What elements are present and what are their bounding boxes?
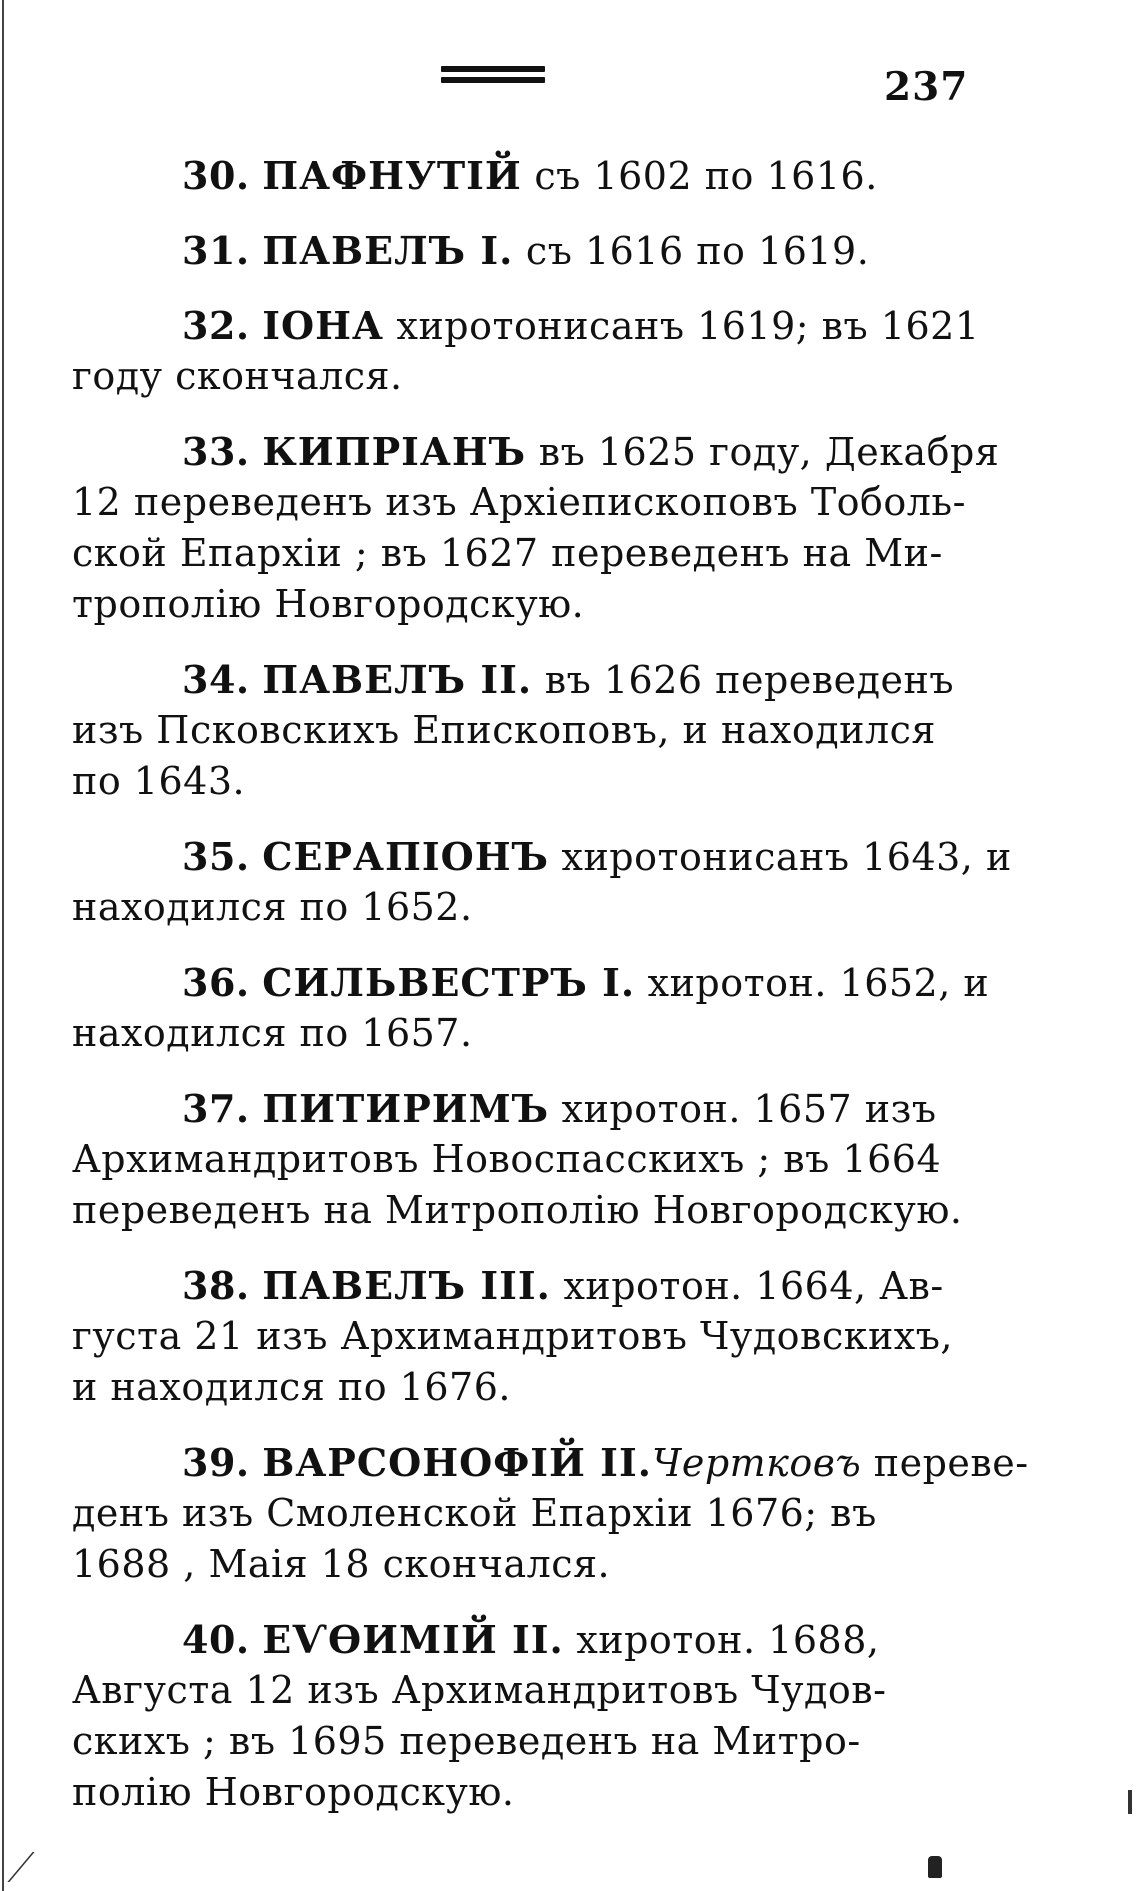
entry-text-line xyxy=(72,705,972,756)
entry-number: 33. xyxy=(182,429,250,474)
entry-text-line xyxy=(72,1488,972,1539)
entry-10 xyxy=(72,1437,1029,1590)
entry-heading-line xyxy=(72,225,972,276)
entry-2 xyxy=(72,225,972,276)
scan-mark-bottom-left xyxy=(7,1852,60,1882)
metropolitan-name: СЕРАПІОНЪ xyxy=(262,834,549,879)
entry-text-line xyxy=(72,1362,972,1413)
entry-number: 39. xyxy=(182,1440,250,1485)
entry-number: 37. xyxy=(182,1086,250,1131)
entry-text: скихъ ; въ 1695 переведенъ на Митро- xyxy=(72,1719,861,1763)
metropolitan-name: ВАРСОНОФІЙ ІІ. xyxy=(262,1440,652,1485)
entry-text-line xyxy=(72,528,972,579)
entry-heading-line xyxy=(72,831,1012,882)
entry-text: хиротонисанъ 1619; въ 1621 xyxy=(383,304,980,348)
entry-text: Архимандритовъ Новоспасскихъ ; въ 1664 xyxy=(72,1137,942,1181)
entry-gap xyxy=(72,1059,972,1083)
entry-5 xyxy=(72,654,972,807)
entry-number: 35. xyxy=(182,834,250,879)
entry-text: 1688 , Маія 18 скончался. xyxy=(72,1542,611,1586)
metropolitan-name: СИЛЬВЕСТРЪ І. xyxy=(262,960,636,1005)
entry-heading-line xyxy=(72,150,972,201)
entry-text: хиротонисанъ 1643, и xyxy=(548,835,1012,879)
entry-text-line xyxy=(72,1311,972,1362)
entry-number: 34. xyxy=(182,657,250,702)
metropolitan-name: ПАВЕЛЪ І. xyxy=(262,228,514,273)
entry-heading-line xyxy=(72,1437,1029,1488)
metropolitan-name: ЕѴѲИМІЙ ІІ. xyxy=(262,1617,564,1662)
metropolitan-name: ПИТИРИМЪ xyxy=(262,1086,550,1131)
entry-text: хиротон. 1652, и xyxy=(635,961,990,1005)
header-rule-line-2 xyxy=(441,77,545,83)
entry-11 xyxy=(72,1614,972,1818)
entry-text: трополію Новгородскую. xyxy=(72,582,585,626)
entry-text-line xyxy=(72,1185,972,1236)
entry-text-line xyxy=(72,477,972,528)
scan-mark-bottom-right xyxy=(928,1856,942,1878)
entry-heading-line xyxy=(72,300,980,351)
entry-text-line xyxy=(72,1134,972,1185)
entry-text: хиротон. 1657 изъ xyxy=(549,1087,937,1131)
entry-text: густа 21 изъ Архимандритовъ Чудовскихъ, xyxy=(72,1314,953,1358)
entry-text: находился по 1652. xyxy=(72,885,473,929)
metropolitan-name: ПАФНУТІЙ xyxy=(262,153,522,198)
entry-text: въ 1626 переведенъ xyxy=(532,658,955,702)
entry-gap xyxy=(72,1413,972,1437)
entry-text: переведенъ на Митрополію Новгородскую. xyxy=(72,1188,963,1232)
entry-9 xyxy=(72,1260,972,1413)
entry-text-line xyxy=(72,351,972,402)
entry-gap xyxy=(72,1236,972,1260)
entry-number: 40. xyxy=(182,1617,250,1662)
entry-number: 30. xyxy=(182,153,250,198)
entry-text-line xyxy=(72,1665,972,1716)
entry-number: 38. xyxy=(182,1263,250,1308)
entry-text: изъ Псковскихъ Епископовъ, и находился xyxy=(72,708,936,752)
entry-text: съ 1616 по 1619. xyxy=(513,229,870,273)
header-ornament-rule xyxy=(441,66,545,96)
entry-text: съ 1602 по 1616. xyxy=(521,154,878,198)
entry-text: по 1643. xyxy=(72,759,246,803)
entry-text: году скончался. xyxy=(72,354,403,398)
entry-text-line xyxy=(72,882,972,933)
entry-number: 31. xyxy=(182,228,250,273)
entry-gap xyxy=(72,402,972,426)
entry-heading-line xyxy=(72,1083,972,1134)
entry-text: переве- xyxy=(861,1441,1029,1485)
entry-text: хиротон. 1688, xyxy=(563,1618,880,1662)
metropolitan-name: КИПРІАНЪ xyxy=(262,429,527,474)
metropolitan-name: ПАВЕЛЪ ІІ. xyxy=(262,657,533,702)
entry-6 xyxy=(72,831,1012,933)
entry-text: хиротон. 1664, Ав- xyxy=(550,1264,944,1308)
entry-text-line xyxy=(72,1767,972,1818)
entry-number: 36. xyxy=(182,960,250,1005)
entry-8 xyxy=(72,1083,972,1236)
entry-7 xyxy=(72,957,990,1059)
header-rule-line-1 xyxy=(441,66,545,72)
entry-text: Августа 12 изъ Архимандритовъ Чудов- xyxy=(72,1668,887,1712)
entry-3 xyxy=(72,300,980,402)
entries-list xyxy=(72,150,1029,1818)
entry-gap xyxy=(72,933,972,957)
entry-gap xyxy=(72,1590,972,1614)
entry-text-line xyxy=(72,1716,972,1767)
entry-4 xyxy=(72,426,1000,630)
entry-text: ской Епархіи ; въ 1627 переведенъ на Ми- xyxy=(72,531,943,575)
entry-gap xyxy=(72,630,972,654)
entry-gap xyxy=(72,201,972,225)
entry-1 xyxy=(72,150,972,201)
entry-text-line xyxy=(72,1008,972,1059)
page-left-edge xyxy=(2,0,7,1891)
page-number: 237 xyxy=(884,64,969,110)
entry-text: въ 1625 году, Декабря xyxy=(526,430,1000,474)
metropolitan-name: ІОНА xyxy=(262,303,384,348)
entry-text: и находился по 1676. xyxy=(72,1365,511,1409)
entry-text: 12 переведенъ изъ Архіепископовъ Тоболь- xyxy=(72,480,966,524)
entry-text: находился по 1657. xyxy=(72,1011,473,1055)
entry-text-line xyxy=(72,1539,972,1590)
entry-heading-line xyxy=(72,957,990,1008)
surname-italic: Чертковъ xyxy=(651,1441,862,1485)
entry-gap xyxy=(72,276,972,300)
entry-text-line xyxy=(72,756,972,807)
entry-heading-line xyxy=(72,1260,972,1311)
entry-heading-line xyxy=(72,654,972,705)
metropolitan-name: ПАВЕЛЪ ІІІ. xyxy=(262,1263,551,1308)
entry-number: 32. xyxy=(182,303,250,348)
entry-heading-line xyxy=(72,426,1000,477)
entry-text-line xyxy=(72,579,972,630)
entry-heading-line xyxy=(72,1614,972,1665)
entry-text: полію Новгородскую. xyxy=(72,1770,515,1814)
entry-text: денъ изъ Смоленской Епархіи 1676; въ xyxy=(72,1491,877,1535)
entry-gap xyxy=(72,807,972,831)
scan-mark-right-edge xyxy=(1128,1790,1132,1814)
